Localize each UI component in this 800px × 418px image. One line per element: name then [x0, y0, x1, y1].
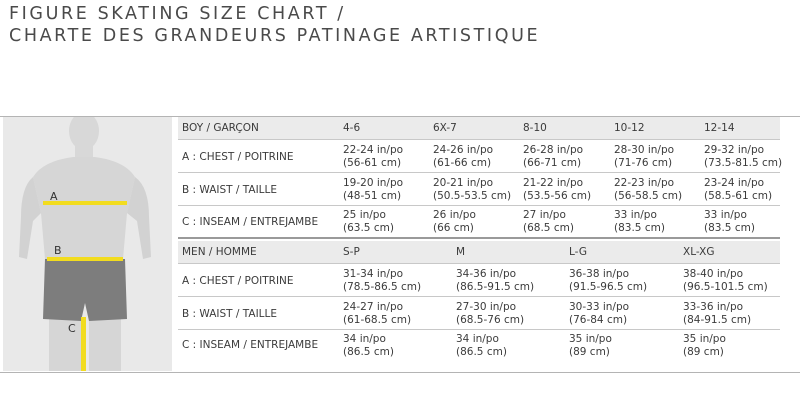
measure-label-c: C	[68, 322, 76, 335]
boy-row-label: B : WAIST / TAILLE	[182, 184, 278, 196]
boy-cell: 29-32 in/po (73.5-81.5 cm)	[704, 144, 783, 169]
title-english: FIGURE SKATING SIZE CHART /	[9, 4, 346, 24]
men-row-chest	[178, 264, 780, 296]
shorts-shape	[43, 259, 127, 321]
boy-size-col-2: 6X-7	[433, 122, 457, 134]
men-cell: 33-36 in/po (84-91.5 cm)	[683, 301, 752, 326]
boy-size-col-4: 10-12	[614, 122, 645, 134]
men-row-label: C : INSEAM / ENTREJAMBE	[182, 339, 319, 351]
boy-row-chest	[178, 140, 783, 172]
boy-row-inseam	[178, 206, 780, 237]
men-header-label: MEN / HOMME	[182, 246, 257, 258]
men-cell: 27-30 in/po (68.5-76 cm)	[456, 301, 525, 326]
boy-size-col-1: 4-6	[343, 122, 361, 134]
torso-shape	[33, 157, 135, 259]
men-cell: 30-33 in/po (76-84 cm)	[569, 301, 630, 326]
boy-cell: 33 in/po (83.5 cm)	[704, 209, 755, 234]
measure-label-b: B	[54, 244, 62, 257]
boy-size-col-5: 12-14	[704, 122, 735, 134]
boy-cell: 26 in/po (66 cm)	[433, 209, 476, 234]
men-cell: 34-36 in/po (86.5-91.5 cm)	[456, 268, 535, 293]
inseam-tape	[81, 317, 86, 371]
boy-cell: 28-30 in/po (71-76 cm)	[614, 144, 675, 169]
men-row-label: A : CHEST / POITRINE	[182, 275, 294, 287]
body-silhouette	[3, 117, 172, 371]
men-row-waist	[178, 297, 780, 329]
waist-tape	[47, 257, 123, 261]
men-row-label: B : WAIST / TAILLE	[182, 308, 278, 320]
left-leg-shape	[49, 317, 81, 371]
men-size-col-2: M	[456, 246, 466, 258]
measure-label-a: A	[50, 190, 58, 203]
chart-title	[9, 3, 540, 47]
right-leg-shape	[89, 317, 121, 371]
men-cell: 31-34 in/po (78.5-86.5 cm)	[343, 268, 422, 293]
boy-cell: 24-26 in/po (61-66 cm)	[433, 144, 494, 169]
boy-header-row	[178, 117, 780, 139]
boy-cell: 33 in/po (83.5 cm)	[614, 209, 665, 234]
body-measurement-figure	[3, 117, 172, 371]
men-cell: 34 in/po (86.5 cm)	[456, 333, 507, 358]
boy-cell: 25 in/po (63.5 cm)	[343, 209, 394, 234]
boy-cell: 22-24 in/po (56-61 cm)	[343, 144, 404, 169]
boy-cell: 19-20 in/po (48-51 cm)	[343, 177, 404, 202]
boy-header-label: BOY / GARÇON	[182, 122, 259, 134]
boy-cell: 27 in/po (68.5 cm)	[523, 209, 574, 234]
boy-cell: 26-28 in/po (66-71 cm)	[523, 144, 584, 169]
men-size-col-4: XL-XG	[683, 246, 715, 258]
men-cell: 35 in/po (89 cm)	[683, 333, 726, 358]
section-divider	[178, 237, 780, 239]
boy-cell: 20-21 in/po (50.5-53.5 cm)	[433, 177, 512, 202]
men-size-col-3: L-G	[569, 246, 587, 258]
boy-cell: 22-23 in/po (56-58.5 cm)	[614, 177, 683, 202]
men-cell: 24-27 in/po (61-68.5 cm)	[343, 301, 412, 326]
men-cell: 34 in/po (86.5 cm)	[343, 333, 394, 358]
men-size-col-1: S-P	[343, 246, 360, 258]
boy-row-waist	[178, 173, 780, 205]
boy-cell: 21-22 in/po (53.5-56 cm)	[523, 177, 592, 202]
men-row-inseam	[178, 330, 780, 370]
men-cell: 35 in/po (89 cm)	[569, 333, 612, 358]
boy-cell: 23-24 in/po (58.5-61 cm)	[704, 177, 773, 202]
boy-row-label: A : CHEST / POITRINE	[182, 151, 294, 163]
boy-row-label: C : INSEAM / ENTREJAMBE	[182, 216, 319, 228]
boy-size-col-3: 8-10	[523, 122, 547, 134]
men-cell: 38-40 in/po (96.5-101.5 cm)	[683, 268, 768, 293]
men-cell: 36-38 in/po (91.5-96.5 cm)	[569, 268, 648, 293]
title-french: CHARTE DES GRANDEURS PATINAGE ARTISTIQUE	[9, 26, 541, 46]
men-header-row	[178, 241, 780, 263]
neck-shape	[75, 143, 93, 159]
